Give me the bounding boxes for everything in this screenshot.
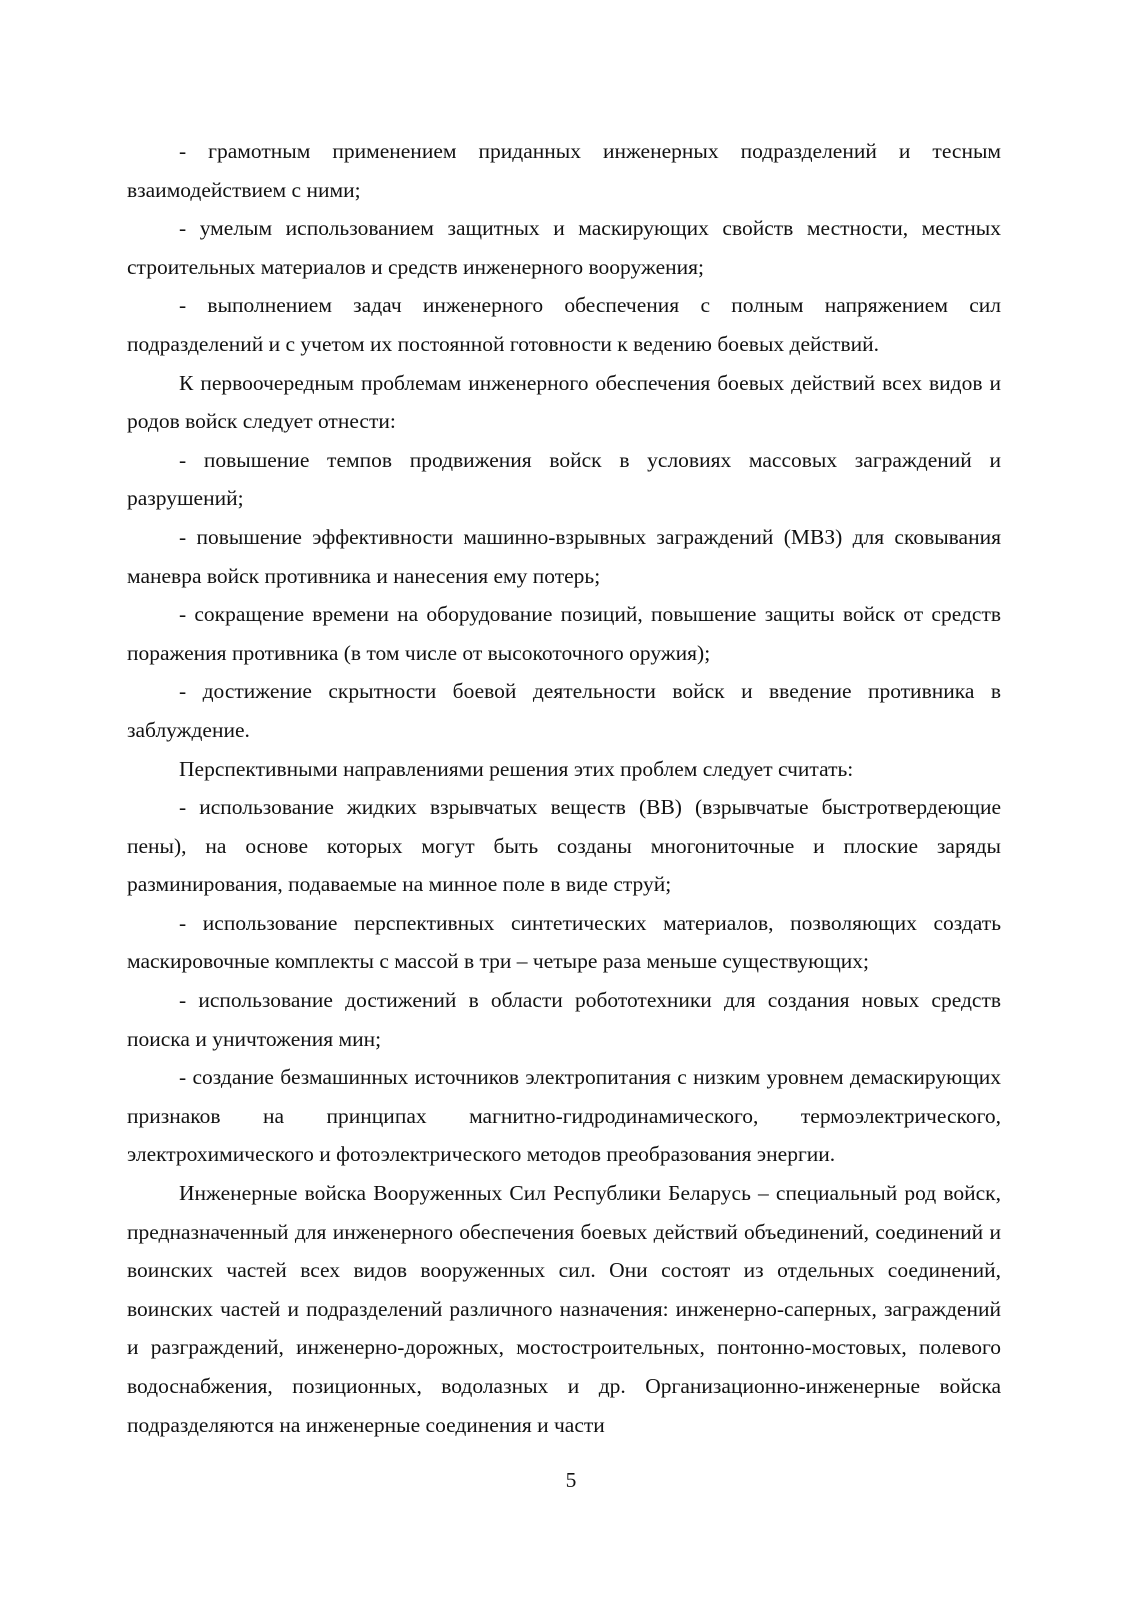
paragraph: - создание безмашинных источников электропитания с низким уровнем демаскирующих признаков на принципах магнитно-гидродинамического, термоэлектрического, электрохимического и фотоэлектрического методов преобразования энергии. (127, 1065, 1001, 1167)
paragraph: - грамотным применением приданных инженерных подразделений и тесным взаимодействием с ними; (127, 139, 1001, 202)
paragraph: - использование перспективных синтетических материалов, позволяющих создать маскировочные комплекты с массой в три – четыре раза меньше существующих; (127, 910, 1001, 974)
paragraph: - выполнением задач инженерного обеспечения с полным напряжением сил подразделений и с учетом их постоянной готовности к ведению боевых действий. (127, 293, 1001, 356)
paragraph: - умелым использованием защитных и маскирующих свойств местности, местных строительных материалов и средств инженерного вооружения; (127, 216, 1001, 279)
paragraph: - использование достижений в области робототехники для создания новых средств поиска и уничтожения мин; (127, 988, 1001, 1051)
paragraph: - повышение темпов продвижения войск в условиях массовых заграждений и разрушений; (127, 447, 1001, 511)
paragraph: - достижение скрытности боевой деятельности войск и введение противника в заблуждение. (127, 679, 1001, 742)
paragraph: - сокращение времени на оборудование позиций, повышение защиты войск от средств поражения противника (в том числе от высокоточного оружия); (127, 602, 1001, 665)
paragraph: Инженерные войска Вооруженных Сил Республики Беларусь – специальный род войск, предназначенный для инженерного обеспечения боевых действий объединений, соединений и воинских частей всех видов вооруженных сил. Они состоят из отдельных соединений, воинских частей и подразделений различного назначения: инженерно-саперных, заграждений и разграждений, инженерно-дорожных, мостостроительных, понтонно-мостовых, полевого водоснабжения, позиционных, водолазных и др. Организационно-инженерные войска подразделяются на инженерные соединения и части (127, 1181, 1001, 1437)
paragraph: - повышение эффективности машинно-взрывных заграждений (МВЗ) для сковывания маневра войск противника и нанесения ему потерь; (127, 524, 1001, 588)
page-number: 5 (565, 1468, 577, 1492)
paragraph: Перспективными направлениями решения этих проблем следует считать: (179, 756, 854, 781)
paragraph: - использование жидких взрывчатых веществ (ВВ) (взрывчатые быстротвердеющие пены), на основе которых могут быть созданы многониточные и плоские заряды разминирования, подаваемые на минное поле в виде струй; (127, 795, 1001, 897)
paragraph: К первоочередным проблемам инженерного обеспечения боевых действий всех видов и родов войск следует отнести: (127, 370, 1001, 434)
document-body (127, 132, 1001, 1444)
